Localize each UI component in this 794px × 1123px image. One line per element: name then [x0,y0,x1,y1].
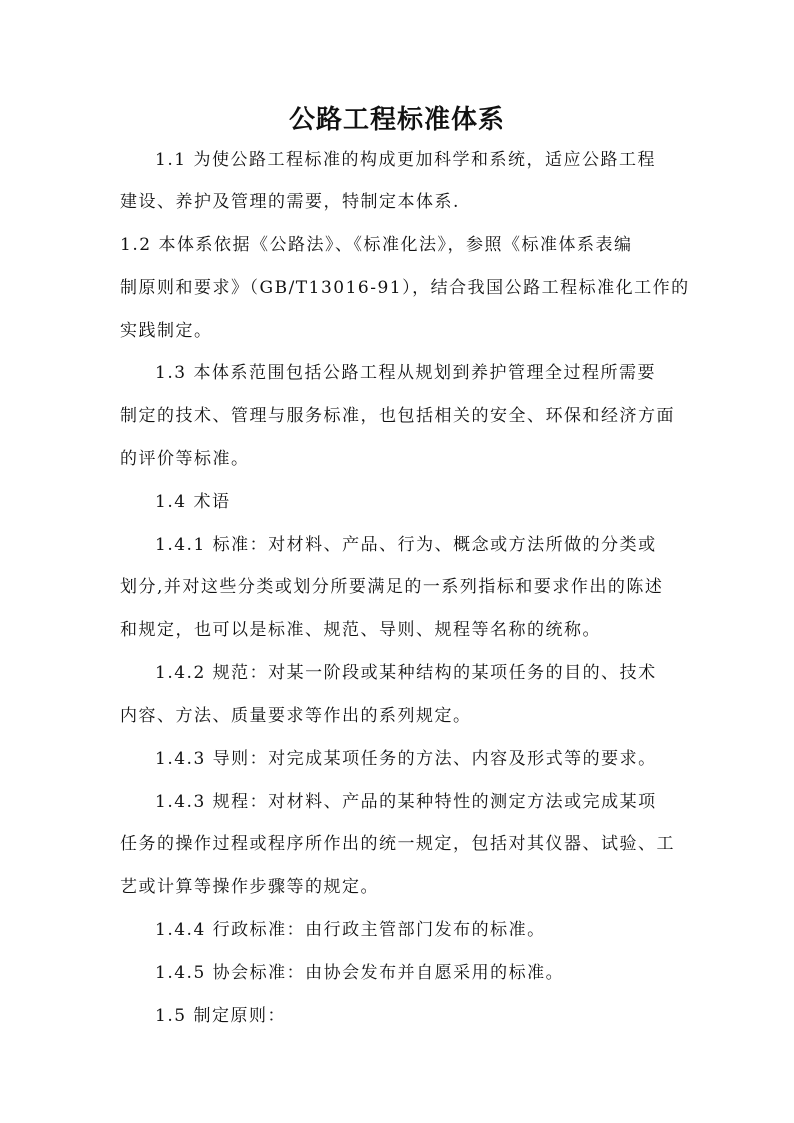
paragraph-1-4-3a-line-1: 1.4.3 导则：对完成某项任务的方法、内容及形式等的要求。 [155,749,657,769]
paragraph-1-2-line-1: 1.2 本体系依据《公路法》、《标准化法》，参照《标准体系表编 [120,235,633,255]
paragraph-1-3-line-2: 制定的技术、管理与服务标准，也包括相关的安全、环保和经济方面 [120,406,675,426]
section-1-5-heading: 1.5 制定原则： [155,1006,286,1026]
paragraph-1-2-line-2: 制原则和要求》（GB/T13016-91），结合我国公路工程标准化工作的 [120,278,690,298]
paragraph-1-4-3b-line-2: 任务的操作过程或程序所作出的统一规定，包括对其仪器、试验、工 [120,834,675,854]
paragraph-1-4-2-line-1: 1.4.2 规范：对某一阶段或某种结构的某项任务的目的、技术 [155,663,657,683]
paragraph-1-3-line-1: 1.3 本体系范围包括公路工程从规划到养护管理全过程所需要 [155,363,656,383]
paragraph-1-1-line-1: 1.1 为使公路工程标准的构成更加科学和系统，适应公路工程 [155,150,656,170]
paragraph-1-4-1-line-1: 1.4.1 标准：对材料、产品、行为、概念或方法所做的分类或 [155,535,657,555]
paragraph-1-3-line-3: 的评价等标准。 [120,449,250,469]
paragraph-1-4-3b-line-1: 1.4.3 规程：对材料、产品的某种特性的测定方法或完成某项 [155,792,657,812]
paragraph-1-4-3b-line-3: 艺或计算等操作步骤等的规定。 [120,877,379,897]
paragraph-1-4-1-line-2: 划分,并对这些分类或划分所要满足的一系列指标和要求作出的陈述 [120,577,664,597]
section-1-4-heading: 1.4 术语 [155,492,231,512]
paragraph-1-4-4-line-1: 1.4.4 行政标准：由行政主管部门发布的标准。 [155,920,546,940]
paragraph-1-2-line-3: 实践制定。 [120,321,213,341]
document-title: 公路工程标准体系 [288,105,505,135]
paragraph-1-4-5-line-1: 1.4.5 协会标准：由协会发布并自愿采用的标准。 [155,963,565,983]
paragraph-1-4-1-line-3: 和规定，也可以是标准、规范、导则、规程等名称的统称。 [120,620,601,640]
paragraph-1-1-line-2: 建设、养护及管理的需要，特制定本体系. [120,192,460,212]
paragraph-1-4-2-line-2: 内容、方法、质量要求等作出的系列规定。 [120,706,472,726]
